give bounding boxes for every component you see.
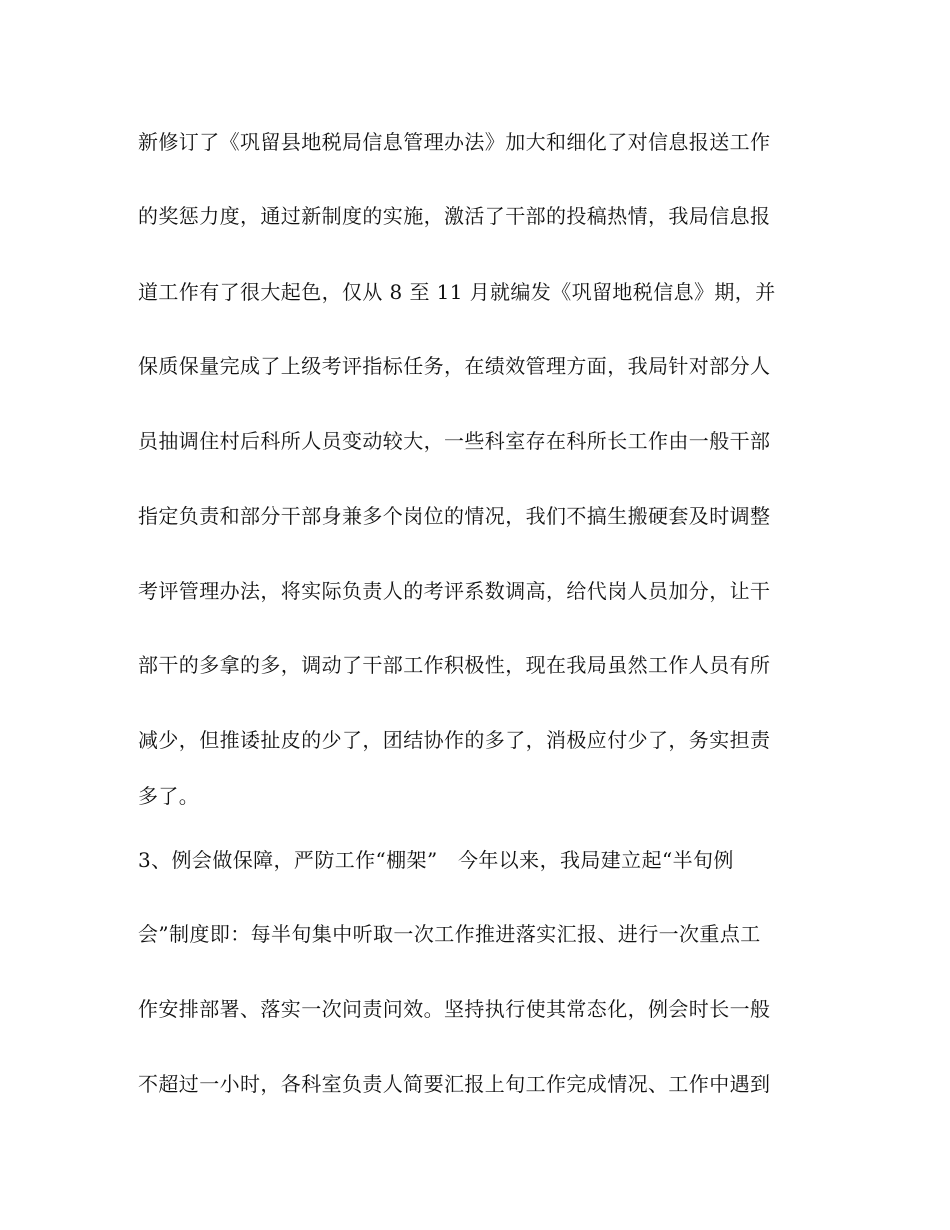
text-line: 保质保量完成了上级考评指标任务，在绩效管理方面，我局针对部分人 [138, 354, 771, 378]
text-line: 新修订了《巩留县地税局信息管理办法》加大和细化了对信息报送工作 [138, 130, 771, 154]
text-line: 作安排部署、落实一次问责问效。坚持执行使其常态化，例会时长一般 [138, 997, 771, 1021]
text-line: 考评管理办法，将实际负责人的考评系数调高，给代岗人员加分，让干 [138, 579, 771, 603]
text-line: 多了。 [138, 784, 200, 808]
text-line: 3、例会做保障，严防工作“棚架” 今年以来，我局建立起“半旬例 [138, 848, 734, 872]
text-line: 不超过一小时，各科室负责人简要汇报上旬工作完成情况、工作中遇到 [138, 1072, 771, 1096]
text-line: 指定负责和部分干部身兼多个岗位的情况，我们不搞生搬硬套及时调整 [138, 504, 771, 528]
text-line: 减少，但推诿扯皮的少了，团结协作的多了，消极应付少了，务实担责 [138, 728, 771, 752]
text-line: 道工作有了很大起色，仅从 8 至 11 月就编发《巩留地税信息》期，并 [138, 280, 776, 304]
text-line: 部干的多拿的多，调动了干部工作积极性，现在我局虽然工作人员有所 [138, 653, 771, 677]
text-line: 会”制度即：每半旬集中听取一次工作推进落实汇报、进行一次重点工 [138, 922, 761, 946]
text-line: 员抽调住村后科所人员变动较大，一些科室存在科所长工作由一般干部 [138, 429, 771, 453]
text-line: 的奖惩力度，通过新制度的实施，激活了干部的投稿热情，我局信息报 [138, 204, 771, 228]
